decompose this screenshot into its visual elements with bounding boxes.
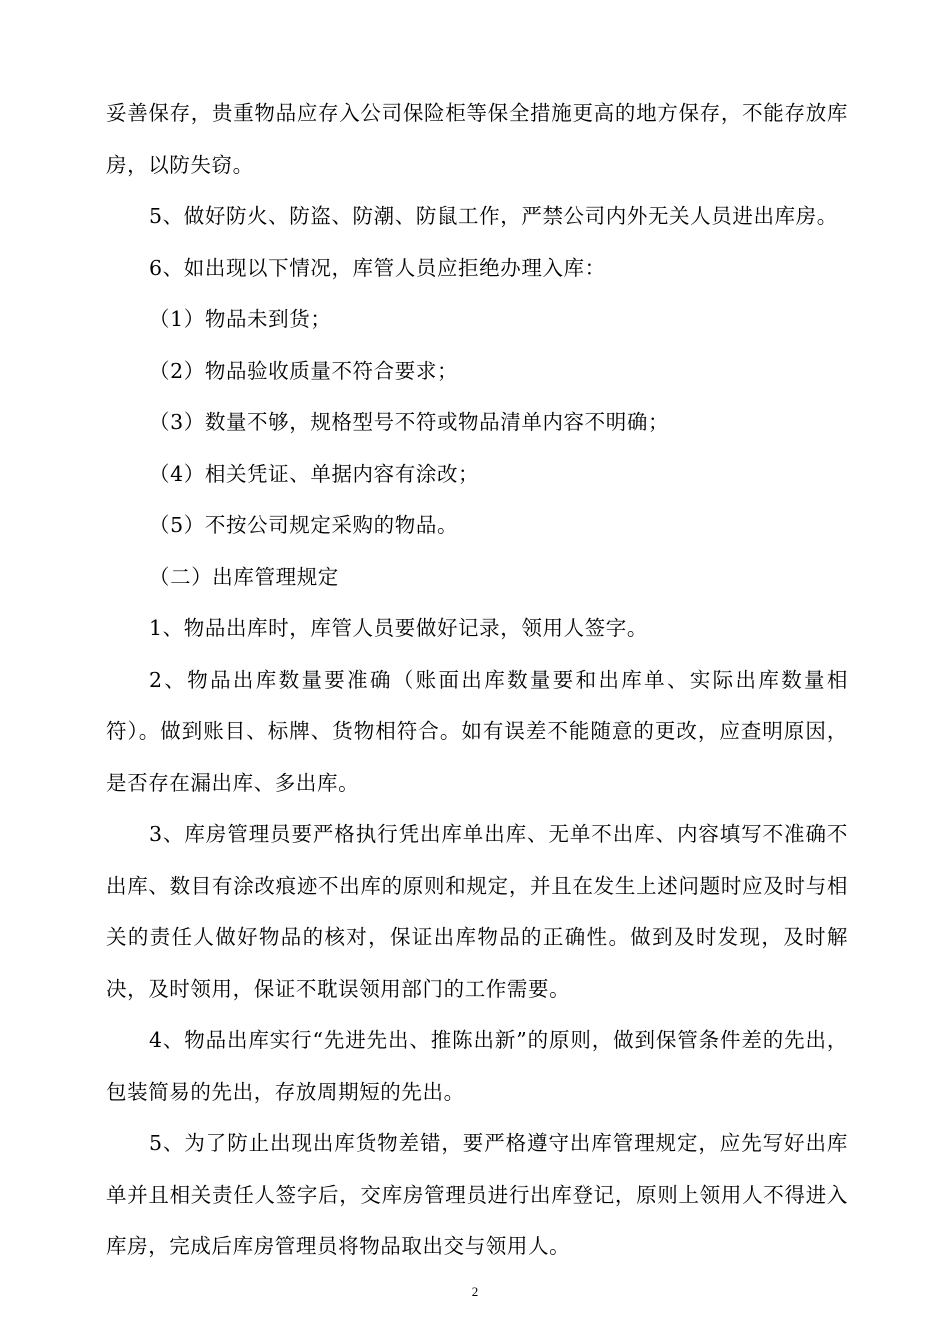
list-item-3: （3）数量不够，规格型号不符或物品清单内容不明确； [149,410,670,434]
list-item-2: （2）物品验收质量不符合要求； [149,358,459,383]
paragraph-outbound-3: 3、库房管理员要严格执行凭出库单出库、无单不出库、内容填写不准确不出库、数目有涂改痕迹不出库的原则和规定，并且在发生上述问题时应及时与相关的责任人做好物品的核对，保证出库物品的正确性。做到及时发现，及时解决，及时领用，保证不耽误领用部门的工作需要。 [106,822,848,1001]
document-body [106,88,848,1273]
paragraph-continuation: 妥善保存，贵重物品应存入公司保险柜等保全措施更高的地方保存，不能存放库房，以防失窃。 [106,101,848,177]
paragraph-outbound-2: 2、物品出库数量要准确（账面出库数量要和出库单、实际出库数量相符）。做到账目、标牌、货物相符合。如有误差不能随意的更改，应查明原因，是否存在漏出库、多出库。 [106,667,848,795]
paragraph-item-5-fire-prevention: 5、做好防火、防盗、防潮、防鼠工作，严禁公司内外无关人员进出库房。 [149,204,838,228]
list-item-5: （5）不按公司规定采购的物品。 [149,513,459,537]
list-item-1: （1）物品未到货； [149,307,332,331]
section-heading-outbound: （二）出库管理规定 [149,564,339,589]
page-number: 2 [471,1284,479,1299]
paragraph-item-6-refuse-conditions: 6、如出现以下情况，库管人员应拒绝办理入库： [149,255,606,280]
paragraph-outbound-1: 1、物品出库时，库管人员要做好记录，领用人签字。 [149,616,648,640]
list-item-4: （4）相关凭证、单据内容有涂改； [149,461,480,486]
paragraph-outbound-4: 4、物品出库实行“先进先出、推陈出新”的原则，做到保管条件差的先出，包装简易的先出，存放周期短的先出。 [106,1028,848,1104]
paragraph-outbound-5: 5、为了防止出现出库货物差错，要严格遵守出库管理规定，应先写好出库单并且相关责任人签字后，交库房管理员进行出库登记，原则上领用人不得进入库房，完成后库房管理员将物品取出交与领用人。 [106,1131,848,1258]
